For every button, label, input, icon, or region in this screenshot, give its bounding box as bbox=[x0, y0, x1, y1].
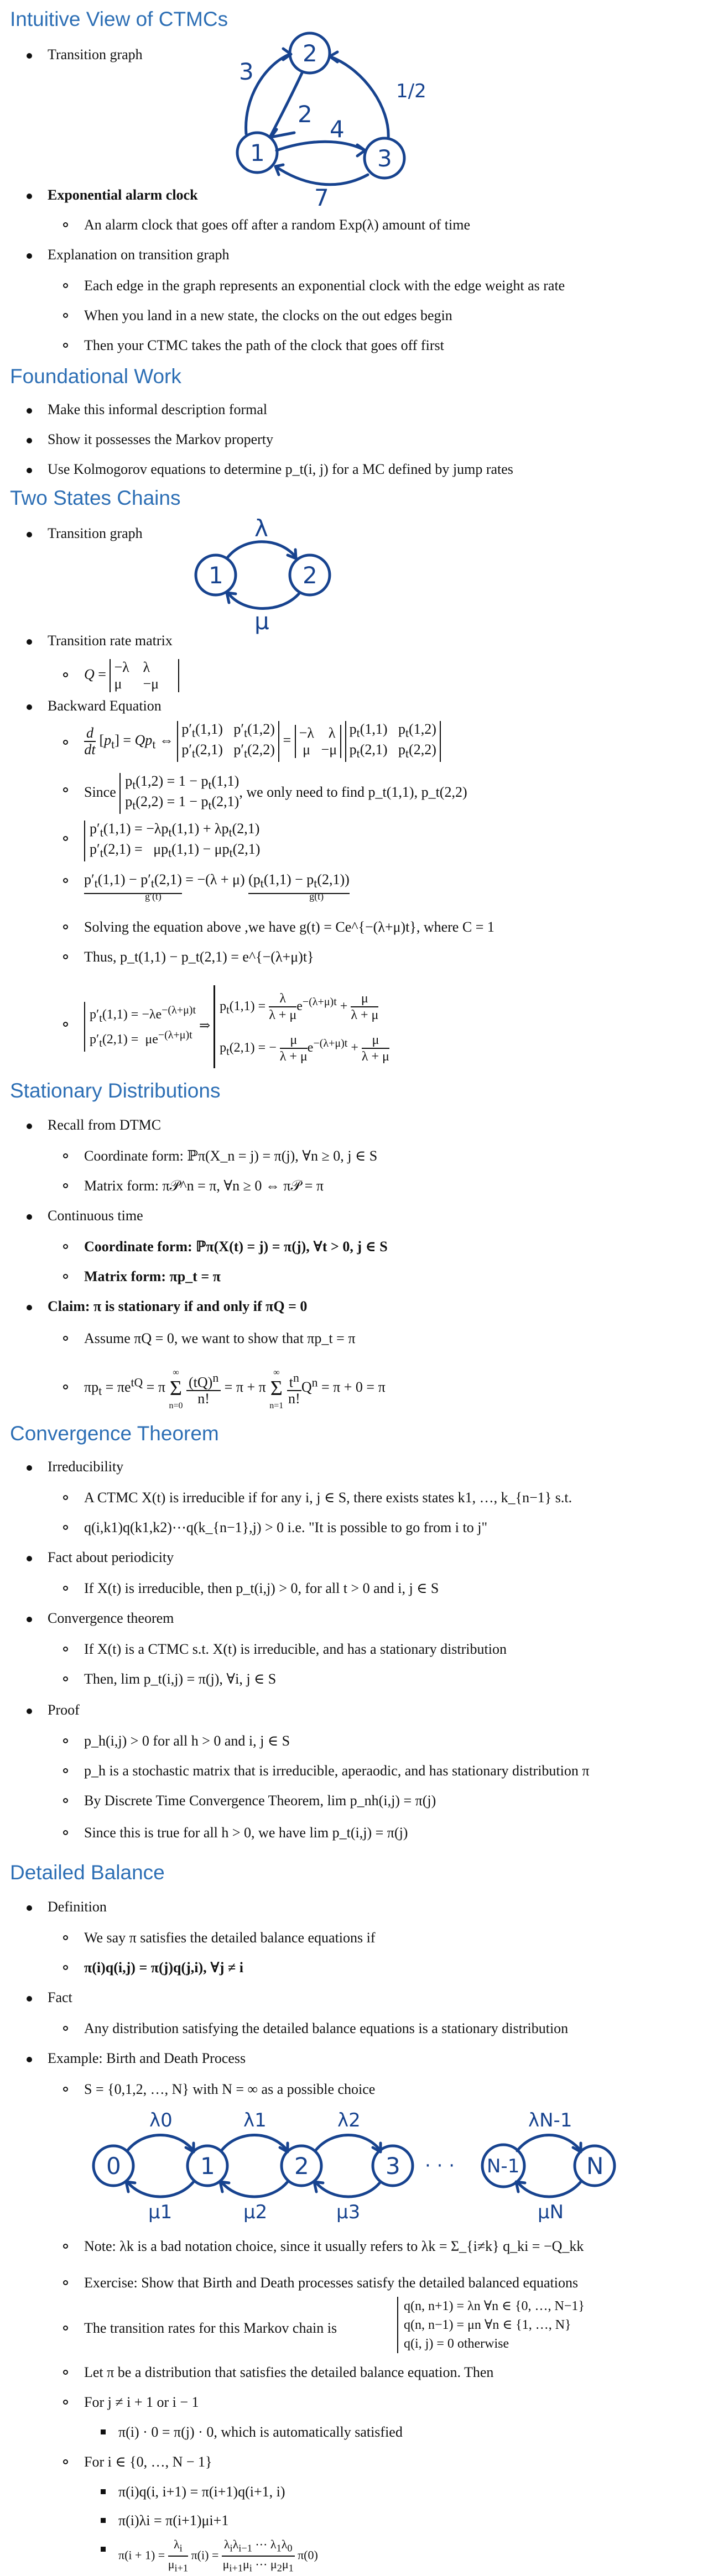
birth-death-graph bbox=[83, 2108, 636, 2224]
rate-row: q(n, n+1) = λn ∀n ∈ {0, …, N−1} bbox=[404, 2299, 585, 2313]
section-title-detailed: Detailed Balance bbox=[10, 1861, 165, 1884]
proof-expansion: $\pi p_t = \pi e^{tQ} = \pi$ ∞ Σ n=0 $\frac{(tQ)^n}{n!}$ = π + π ∞ Σ n=1 $\frac{t^n}{n!}$ $Q^n = \pi + 0 = \pi$ bbox=[84, 1368, 386, 1410]
rate-label: μ3 bbox=[336, 2201, 361, 2223]
ode-system: $p'_t(1,1) = -\lambda p_t(1,1) + \lambda p_t(2,1)$ $p'_t(2,1) = \mu p_t(1,1) - \mu p_t(2,1)$ bbox=[84, 821, 260, 861]
final-solution: $p'_t(1,1) = -\lambda e^{-(\lambda+\mu)t}$ $p'_t(2,1) = \mu e^{-(\lambda+\mu)t}$ ⇒ $p_t(1,1)$ = $\frac{\lambda}{\lambda + \mu}$ $e^{-(\lambda+\mu)t}$ + $\frac{\mu}{\lambda + \mu}$ $p_t(2,1)$ = − $\frac{\mu}{\lambda + \mu}$ $e^{-(\lambda+\mu)t}$ + $\frac{\mu}{\lambda + \mu}$ bbox=[84, 985, 389, 1068]
proof-line: p_h(i,j) > 0 for all h > 0 and i, j ∈ S bbox=[84, 1733, 290, 1749]
continuous-label: Continuous time bbox=[48, 1208, 143, 1224]
graph-node: 0 bbox=[106, 2152, 121, 2180]
since-text: we only need to find p_t(1,1), p_t(2,2) bbox=[246, 784, 467, 801]
solving-line: Solving the equation above ,we have g(t) = Ce^{−(λ+μ)t}, where C = 1 bbox=[84, 919, 494, 935]
section-title-two-states: Two States Chains bbox=[10, 487, 181, 509]
definition-line: We say π satisfies the detailed balance equations if bbox=[84, 1930, 376, 1946]
graph-node: 1 bbox=[209, 562, 223, 589]
alarm-line: An alarm clock that goes off after a random Exp(λ) amount of time bbox=[84, 217, 471, 233]
rate-label: 4 bbox=[330, 116, 345, 143]
theorem-line: Then, lim p_t(i,j) = π(j), ∀i, j ∈ S bbox=[84, 1671, 277, 1687]
graph-node: 3 bbox=[377, 145, 392, 172]
fact-line: Any distribution satisfying the detailed balance equations is a stationary distribution bbox=[84, 2020, 569, 2036]
example-line: S = {0,1,2, …, N} with N = ∞ as a possible choice bbox=[84, 2081, 376, 2097]
rate-label: 1/2 bbox=[396, 80, 426, 102]
foundational-item: Make this informal description formal bbox=[48, 401, 268, 417]
rate-label: λ1 bbox=[243, 2109, 267, 2131]
exp-alarm-label: Exponential alarm clock bbox=[48, 187, 198, 203]
ellipsis: · · · bbox=[425, 2155, 455, 2177]
rate-label: μ1 bbox=[148, 2201, 173, 2223]
exercise-line: Exercise: Show that Birth and Death processes satisfy the detailed balanced equations bbox=[84, 2275, 579, 2291]
section-title-ctmc: Intuitive View of CTMCs bbox=[10, 8, 228, 30]
for-j-label: For j ≠ i + 1 or i − 1 bbox=[84, 2394, 199, 2410]
rates-system bbox=[397, 2297, 585, 2353]
matrix-ct: Matrix form: πp_t = π bbox=[84, 1268, 221, 1284]
explanation-label: Explanation on transition graph bbox=[48, 247, 230, 263]
proof-line: p_h is a stochastic matrix that is irreducible, aperaodic, and has stationary distribution π bbox=[84, 1763, 590, 1779]
for-i-line: π(i)λi = π(i+1)μi+1 bbox=[118, 2512, 229, 2528]
periodicity-line: If X(t) is irreducible, then p_t(i,j) > 0, for all t > 0 and i, j ∈ S bbox=[84, 1580, 439, 1596]
explanation-item: Each edge in the graph represents an exponential clock with the edge weight as rate bbox=[84, 278, 565, 294]
let-pi-line: Let π be a distribution that satisfies the detailed balance equation. Then bbox=[84, 2364, 494, 2380]
bd-nodes bbox=[93, 2145, 615, 2187]
matrix-dtmc: Matrix form: π𝒫^n = π, ∀n ≥ 0 ⇔ π𝒫 = π bbox=[84, 1178, 324, 1194]
rate-label: μ bbox=[254, 608, 269, 635]
recall-label: Recall from DTMC bbox=[48, 1117, 162, 1133]
rates-intro: The transition rates for this Markov chain is bbox=[84, 2320, 337, 2336]
foundational-item: Use Kolmogorov equations to determine p_t(i, j) for a MC defined by jump rates bbox=[48, 461, 513, 477]
coord-ct: Coordinate form: ℙπ(X(t) = j) = π(j), ∀t > 0, j ∈ S bbox=[84, 1239, 388, 1255]
detailed-balance-eq: π(i)q(i,j) = π(j)q(j,i), ∀j ≠ i bbox=[84, 1960, 243, 1976]
section-title-convergence: Convergence Theorem bbox=[10, 1422, 219, 1445]
definition-label: Definition bbox=[48, 1899, 107, 1915]
rate-label: λ0 bbox=[149, 2109, 173, 2131]
assume-line: Assume πQ = 0, we want to show that πp_t = π bbox=[84, 1330, 356, 1346]
coord-dtmc: Coordinate form: ℙπ(X_n = j) = π(j), ∀n ≥ 0, j ∈ S bbox=[84, 1148, 378, 1164]
theorem-line: If X(t) is a CTMC s.t. X(t) is irreducible, and has a stationary distribution bbox=[84, 1641, 507, 1657]
explanation-item: Then your CTMC takes the path of the clock that goes off first bbox=[84, 337, 444, 353]
two-state-graph bbox=[183, 514, 348, 635]
rate-label: 7 bbox=[314, 184, 329, 211]
rate-matrix-label: Transition rate matrix bbox=[48, 633, 173, 649]
rate-label: λ2 bbox=[337, 2109, 361, 2131]
graph-node: N-1 bbox=[487, 2155, 520, 2177]
rate-label: λN-1 bbox=[528, 2109, 572, 2131]
for-i-label: For i ∈ {0, …, N − 1} bbox=[84, 2454, 212, 2470]
irr-line: A CTMC X(t) is irreducible if for any i, j ∈ S, there exists states k1, …, k_{n−1} s.t. bbox=[84, 1490, 572, 1506]
claim-line: Claim: π is stationary if and only if πQ = 0 bbox=[48, 1298, 308, 1314]
periodicity-label: Fact about periodicity bbox=[48, 1549, 174, 1565]
rate-label: μN bbox=[538, 2201, 564, 2223]
theorem-label: Convergence theorem bbox=[48, 1610, 174, 1626]
graph-node: N bbox=[586, 2152, 604, 2180]
backward-label: Backward Equation bbox=[48, 698, 162, 714]
irreducibility-label: Irreducibility bbox=[48, 1459, 124, 1475]
g-equation: $p'_t(1,1) - p'_t(2,1)$ g′(t) = −(λ + μ) $(p_t(1,1) - p_t(2,1))$ g(t) bbox=[84, 871, 350, 902]
rate-row: q(i, j) = 0 otherwise bbox=[404, 2337, 509, 2351]
transition-graph-label: Transition graph bbox=[48, 46, 143, 62]
rate-label: λ bbox=[254, 515, 268, 542]
example-label: Example: Birth and Death Process bbox=[48, 2050, 246, 2066]
rate-label: 3 bbox=[239, 58, 254, 85]
graph-node: 1 bbox=[200, 2152, 215, 2180]
note-line: Note: λk is a bad notation choice, since it usually refers to λk = Σ_{i≠k} q_ki = −Q_kk bbox=[84, 2238, 584, 2254]
rate-label: μ2 bbox=[243, 2201, 268, 2223]
recursion-formula: π(i + 1) = $\frac{\lambda_i}{\mu_{i+1}}$ π(i) = $\frac{\lambda_i\lambda_{i-1} \cdots \lambda_1\lambda_0}{\mu_{i+1}\mu_i \cdots \mu_2\mu_1}$ π(0) bbox=[118, 2537, 318, 2574]
graph-node: 1 bbox=[250, 139, 265, 166]
proof-label: Proof bbox=[48, 1702, 80, 1718]
transition-graph-label: Transition graph bbox=[48, 525, 143, 541]
graph-node: 2 bbox=[303, 40, 317, 67]
proof-line: By Discrete Time Convergence Theorem, lim p_nh(i,j) = π(j) bbox=[84, 1793, 436, 1809]
section-title-stationary: Stationary Distributions bbox=[10, 1079, 221, 1102]
for-i-line: π(i)q(i, i+1) = π(i+1)q(i+1, i) bbox=[118, 2484, 285, 2500]
backward-equation: $\frac{d}{dt}$ $[p_t] = Qp_t$ ⇔ $p'_t(1,1)$ $p'_t(1,2)$ $p'_t(2,1) p'_t(2,2) = -\lambda$ λ μ −μ $p_t(1,1)$ $p_t(1,2)$ $p_t(2,1)$ $p_t(2,2)$ bbox=[84, 721, 441, 762]
thus-line: Thus, p_t(1,1) − p_t(2,1) = e^{−(λ+μ)t} bbox=[84, 949, 314, 965]
for-j-line: π(i) · 0 = π(j) · 0, which is automatically satisfied bbox=[118, 2424, 403, 2440]
graph-node: 3 bbox=[386, 2152, 400, 2180]
graph-node: 2 bbox=[294, 2152, 309, 2180]
graph-node: 2 bbox=[303, 562, 317, 589]
irr-line: q(i,k1)q(k1,k2)⋯q(k_{n−1},j) > 0 i.e. "It is possible to go from i to j" bbox=[84, 1519, 488, 1535]
explanation-item: When you land in a new state, the clocks on the out edges begin bbox=[84, 307, 452, 323]
section-title-foundational: Foundational Work bbox=[10, 365, 181, 388]
fact-label: Fact bbox=[48, 1989, 72, 2005]
rate-row: q(n, n−1) = μn ∀n ∈ {1, …, N} bbox=[404, 2318, 571, 2332]
proof-line: Since this is true for all h > 0, we have lim p_t(i,j) = π(j) bbox=[84, 1825, 408, 1841]
foundational-item: Show it possesses the Markov property bbox=[48, 431, 274, 447]
since-line: Since $p_t(1,2) = 1 - p_t(1,1)$ $p_t(2,2) = 1 - p_t(2,1)$, we only need to find p_t(1,1), p_t(2,2) bbox=[84, 773, 467, 814]
q-matrix: Q = −λ λ μ −μ bbox=[84, 659, 179, 692]
ctmc-transition-graph bbox=[232, 20, 431, 211]
rate-label: 2 bbox=[298, 101, 313, 128]
